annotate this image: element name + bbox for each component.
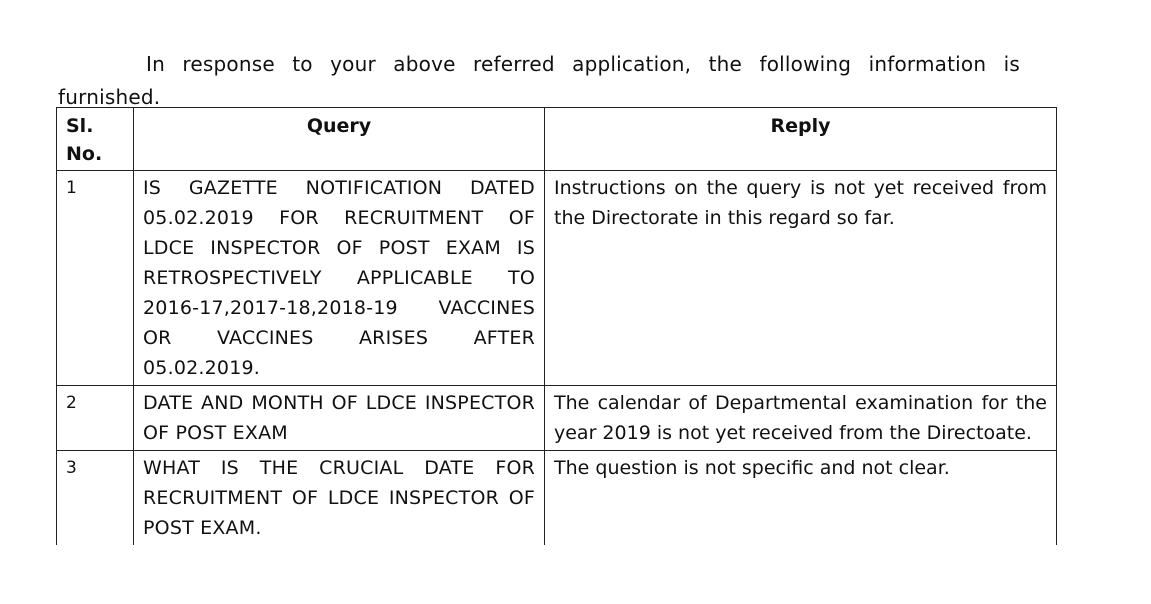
row-query: WHAT IS THE CRUCIAL DATE FOR RECRUITMENT OF LDCE INSPECTOR OF POST EXAM. [134,451,545,546]
table-row [57,386,1057,451]
table-body [57,171,1057,546]
row-query: IS GAZETTE NOTIFICATION DATED 05.02.2019 FOR RECRUITMENT OF LDCE INSPECTOR OF POST EXAM IS RETROSPECTIVELY APPLICABLE TO 2016-17,2017-18,2018-19 VACCINES OR VACCINES ARISES AFTER 05.02.2019. [134,171,545,386]
row-reply: The calendar of Departmental examination for the year 2019 is not yet received from the Directoate. [545,386,1057,451]
row-sl-no: 2 [57,386,134,451]
header-query: Query [134,108,545,171]
row-reply: The question is not specific and not clear. [545,451,1057,546]
header-sl-no: Sl. No. [57,108,134,171]
table-row [57,171,1057,386]
table-row [57,451,1057,546]
header-reply: Reply [545,108,1057,171]
row-reply: Instructions on the query is not yet received from the Directorate in this regard so far. [545,171,1057,386]
intro-paragraph: In response to your above referred application, the following information is furnished. [58,52,1020,109]
table-header [57,108,1057,171]
header-row [57,108,1057,171]
row-query: DATE AND MONTH OF LDCE INSPECTOR OF POST EXAM [134,386,545,451]
row-sl-no: 3 [57,451,134,546]
row-sl-no: 1 [57,171,134,386]
information-table [56,107,1057,545]
